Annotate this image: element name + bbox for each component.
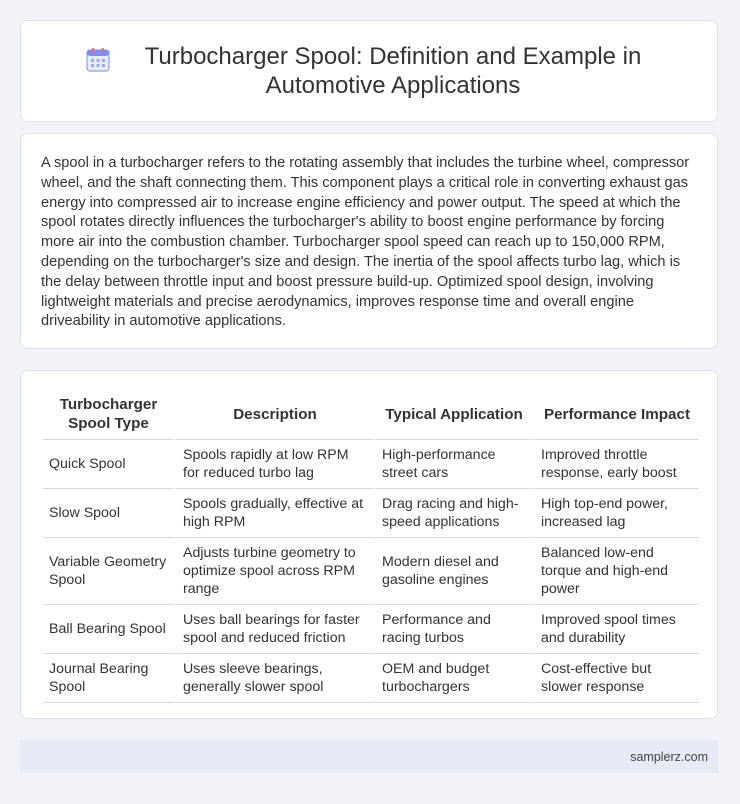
page-title: Turbocharger Spool: Definition and Example in Automotive Applications (144, 43, 642, 99)
spool-types-table (43, 391, 699, 703)
table-cell: Improved throttle response, early boost (532, 440, 699, 489)
table-cell: Balanced low-end torque and high-end power (532, 538, 699, 605)
header-cell: Turbocharger Spool Type (43, 391, 174, 440)
table-row (43, 538, 699, 605)
table-cell: Uses sleeve bearings, generally slower spool (174, 654, 373, 703)
title-wrap (21, 42, 717, 100)
intro-card (20, 133, 718, 349)
table-cell: Journal Bearing Spool (43, 654, 174, 703)
footer (20, 740, 718, 773)
table-row (43, 489, 699, 538)
table-cell: Variable Geometry Spool (43, 538, 174, 605)
table-cell: High-performance street cars (373, 440, 532, 489)
table-cell: Uses ball bearings for faster spool and reduced friction (174, 605, 373, 654)
table-cell: Improved spool times and durability (532, 605, 699, 654)
table-cell: High top-end power, increased lag (532, 489, 699, 538)
table-cell: Spools gradually, effective at high RPM (174, 489, 373, 538)
intro-paragraph: A spool in a turbocharger refers to the rotating assembly that includes the turbine wheel, compressor wheel, and the shaft connecting them. This component plays a critical role in converting exhaust gas energy into compressed air to increase engine efficiency and power output. The speed at which the spool rotates directly influences the turbocharger's ability to boost engine performance by forcing more air into the combustion chamber. Turbocharger spool speed can reach up to 150,000 RPM, depending on the turbocharger's size and design. The inertia of the spool affects turbo lag, which is the delay between throttle input and boost pressure build-up. Optimized spool design, involving lightweight materials and precise aerodynamics, improves response time and overall engine driveability in automotive applications. (41, 155, 690, 330)
table-cell: Drag racing and high-speed applications (373, 489, 532, 538)
table-cell: Slow Spool (43, 489, 174, 538)
table-row (43, 440, 699, 489)
table-cell: Ball Bearing Spool (43, 605, 174, 654)
table-header-row (43, 391, 699, 440)
table-card (20, 370, 718, 719)
calendar-icon (85, 47, 111, 73)
header-cell: Typical Application (373, 391, 532, 440)
table-cell: OEM and budget turbochargers (373, 654, 532, 703)
footer-site-link[interactable]: samplerz.com (630, 749, 708, 764)
table-cell: Modern diesel and gasoline engines (373, 538, 532, 605)
table-cell: Spools rapidly at low RPM for reduced turbo lag (174, 440, 373, 489)
header-cell: Description (174, 391, 373, 440)
table-cell: Performance and racing turbos (373, 605, 532, 654)
table-row (43, 654, 699, 703)
table-cell: Adjusts turbine geometry to optimize spool across RPM range (174, 538, 373, 605)
table-cell: Cost-effective but slower response (532, 654, 699, 703)
table-cell: Quick Spool (43, 440, 174, 489)
title-card (20, 20, 718, 122)
header-cell: Performance Impact (532, 391, 699, 440)
table-row (43, 605, 699, 654)
